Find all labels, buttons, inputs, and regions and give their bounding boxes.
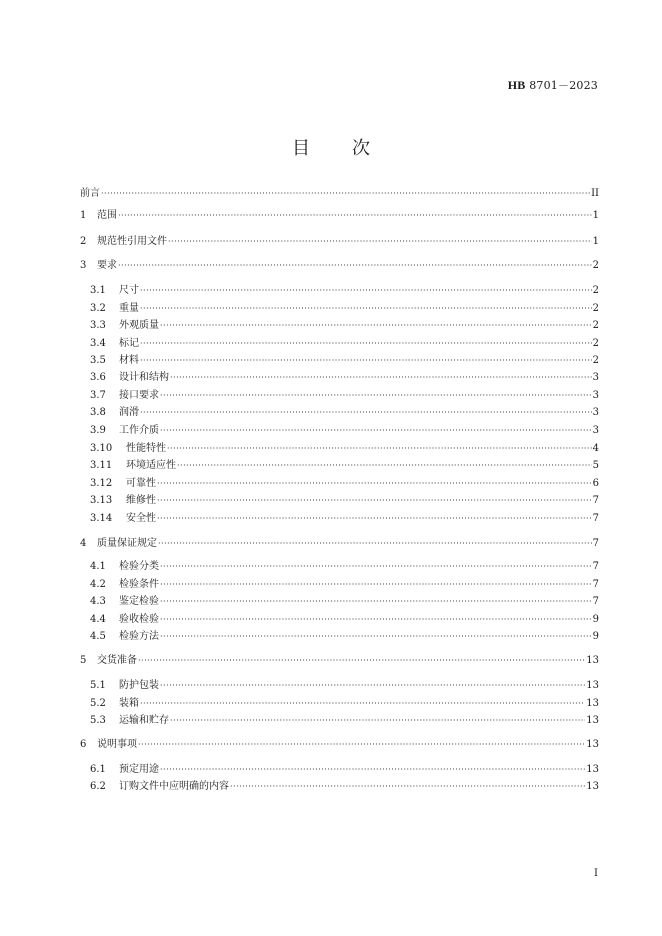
- toc-entry-page: II: [591, 188, 599, 199]
- toc-entry-number: 5.3: [90, 715, 106, 726]
- toc-leader-dots: [140, 354, 592, 368]
- toc-entry-number: 3.14: [90, 513, 113, 524]
- toc-entry-page: 9: [592, 631, 599, 642]
- toc-entry[interactable]: [90, 560, 599, 574]
- toc-entry-number: 4.4: [90, 614, 106, 625]
- toc-entry-title: 规范性引用文件: [97, 236, 167, 247]
- toc-entry-title: 要求: [97, 260, 117, 271]
- toc-entry-number: 3.10: [90, 443, 113, 454]
- toc-entry-number: 3.12: [90, 478, 113, 489]
- toc-entry-number: 4: [80, 538, 87, 549]
- standard-code: HB: [507, 78, 526, 92]
- toc-leader-dots: [157, 477, 592, 491]
- toc-entry[interactable]: [80, 187, 599, 201]
- toc-entry-page: 2: [592, 260, 599, 271]
- toc-entry[interactable]: [90, 302, 599, 316]
- toc-entry-title: 材料: [119, 355, 139, 366]
- toc-entry-number: 2: [80, 236, 87, 247]
- toc-entry[interactable]: [90, 780, 599, 794]
- toc-leader-dots: [140, 406, 592, 420]
- toc-entry-title: 装箱: [119, 698, 139, 709]
- toc-entry[interactable]: [90, 578, 599, 592]
- toc-entry[interactable]: [90, 613, 599, 627]
- toc-entry-number: 3.6: [90, 372, 106, 383]
- toc-entry-page: 3: [592, 425, 599, 436]
- toc-entry-title: 检验条件: [119, 579, 159, 590]
- toc-entry[interactable]: [90, 477, 599, 491]
- toc-entry-title: 预定用途: [119, 764, 159, 775]
- toc-entry[interactable]: [80, 259, 599, 273]
- toc-entry-page: 7: [592, 538, 599, 549]
- toc-leader-dots: [140, 284, 592, 298]
- toc-entry[interactable]: [90, 697, 599, 711]
- toc-entry-title: 鉴定检验: [119, 596, 159, 607]
- toc-entry-number: 3.9: [90, 425, 106, 436]
- toc-entry-number: 3.2: [90, 303, 106, 314]
- toc-entry[interactable]: [90, 714, 599, 728]
- toc-entry-page: 2: [592, 303, 599, 314]
- toc-entry[interactable]: [90, 371, 599, 385]
- toc-entry-title: 润滑: [119, 407, 139, 418]
- toc-entry-title: 前言: [80, 188, 100, 199]
- toc-entry-page: 13: [586, 715, 599, 726]
- toc-entry-page: 1: [592, 236, 599, 247]
- toc-entry-page: 6: [592, 478, 599, 489]
- toc-entry[interactable]: [90, 284, 599, 298]
- toc-entry-number: 5: [80, 655, 87, 666]
- page-title: 目次: [292, 138, 412, 159]
- toc-entry-title: 环境适应性: [126, 460, 176, 471]
- toc-entry-title: 验收检验: [119, 614, 159, 625]
- toc-entry-number: 4.1: [90, 561, 106, 572]
- toc-leader-dots: [230, 780, 585, 794]
- toc-leader-dots: [101, 187, 590, 201]
- toc-entry-title: 工作介质: [119, 425, 159, 436]
- toc-leader-dots: [118, 259, 592, 273]
- toc-entry-title: 检验分类: [119, 561, 159, 572]
- toc-leader-dots: [160, 595, 592, 609]
- toc-entry[interactable]: [90, 354, 599, 368]
- toc-entry-page: 13: [586, 781, 599, 792]
- toc-entry-title: 性能特性: [126, 443, 166, 454]
- toc-leader-dots: [140, 337, 592, 351]
- toc-entry-page: 7: [592, 513, 599, 524]
- toc-entry-title: 重量: [119, 303, 139, 314]
- toc-entry-page: 2: [592, 285, 599, 296]
- toc-entry-title: 运输和贮存: [119, 715, 169, 726]
- toc-entry-title: 范围: [97, 210, 117, 221]
- toc-leader-dots: [138, 654, 585, 668]
- toc-entry-title: 接口要求: [119, 390, 159, 401]
- toc-leader-dots: [160, 424, 592, 438]
- toc-entry-number: 3.13: [90, 495, 113, 506]
- toc-entry-number: 3.8: [90, 407, 106, 418]
- toc-leader-dots: [167, 442, 592, 456]
- toc-entry[interactable]: [80, 537, 599, 551]
- toc-leader-dots: [160, 763, 585, 777]
- page-number: I: [594, 868, 598, 879]
- toc-entry-page: 7: [592, 495, 599, 506]
- toc-entry-title: 说明事项: [97, 739, 137, 750]
- toc-entry[interactable]: [90, 512, 599, 526]
- toc-entry-page: 3: [592, 407, 599, 418]
- toc-entry[interactable]: [90, 763, 599, 777]
- toc-leader-dots: [140, 697, 585, 711]
- toc-leader-dots: [160, 578, 592, 592]
- toc-leader-dots: [160, 319, 592, 333]
- toc-leader-dots: [160, 389, 592, 403]
- toc-entry-page: 2: [592, 320, 599, 331]
- toc-entry-number: 3.5: [90, 355, 106, 366]
- toc-entry[interactable]: [90, 679, 599, 693]
- toc-leader-dots: [160, 679, 585, 693]
- toc-leader-dots: [170, 714, 585, 728]
- toc-entry-number: 3.4: [90, 338, 106, 349]
- toc-leader-dots: [158, 537, 592, 551]
- toc-entry[interactable]: [90, 595, 599, 609]
- toc-entry[interactable]: [90, 442, 599, 456]
- toc-entry-title: 外观质量: [119, 320, 159, 331]
- toc-leader-dots: [170, 371, 592, 385]
- toc-entry-title: 检验方法: [119, 631, 159, 642]
- toc-entry-page: 2: [592, 355, 599, 366]
- toc-entry-page: 13: [586, 764, 599, 775]
- toc-leader-dots: [138, 738, 585, 752]
- toc-entry-number: 5.2: [90, 698, 106, 709]
- toc-entry-page: 3: [592, 372, 599, 383]
- toc-entry[interactable]: [90, 424, 599, 438]
- toc-entry-number: 4.5: [90, 631, 106, 642]
- toc-entry-number: 3: [80, 260, 87, 271]
- toc-entry-page: 9: [592, 614, 599, 625]
- toc-entry-number: 4.2: [90, 579, 106, 590]
- toc-entry-number: 3.1: [90, 285, 106, 296]
- toc-entry-title: 可靠性: [126, 478, 156, 489]
- toc-entry-number: 5.1: [90, 680, 106, 691]
- toc-leader-dots: [160, 560, 592, 574]
- toc-leader-dots: [140, 302, 592, 316]
- toc-entry-title: 质量保证规定: [97, 538, 157, 549]
- toc-entry-page: 1: [592, 210, 599, 221]
- toc-entry-title: 设计和结构: [119, 372, 169, 383]
- toc-entry-number: 6.1: [90, 764, 106, 775]
- toc-entry[interactable]: [90, 459, 599, 473]
- toc-entry[interactable]: [80, 654, 599, 668]
- toc-entry[interactable]: [90, 494, 599, 508]
- toc-entry-title: 交货准备: [97, 655, 137, 666]
- toc-entry-title: 标记: [119, 338, 139, 349]
- toc-leader-dots: [118, 209, 592, 223]
- toc-entry[interactable]: [90, 337, 599, 351]
- toc-entry-page: 4: [592, 443, 599, 454]
- toc-entry[interactable]: [90, 406, 599, 420]
- toc-entry-number: 3.11: [90, 460, 113, 471]
- toc-entry-title: 维修性: [126, 495, 156, 506]
- standard-number-year: 8701－2023: [529, 79, 598, 92]
- toc-entry-title: 订购文件中应明确的内容: [119, 781, 229, 792]
- toc-entry-title: 安全性: [126, 513, 156, 524]
- toc-entry-page: 13: [586, 680, 599, 691]
- toc-entry-page: 3: [592, 390, 599, 401]
- toc-entry[interactable]: [90, 319, 599, 333]
- toc-leader-dots: [160, 613, 592, 627]
- toc-entry[interactable]: [80, 209, 599, 223]
- toc-entry-page: 13: [586, 655, 599, 666]
- toc-leader-dots: [157, 512, 592, 526]
- toc-entry-number: 3.7: [90, 390, 106, 401]
- toc-entry[interactable]: [80, 738, 599, 752]
- toc-entry-number: 3.3: [90, 320, 106, 331]
- toc-entry[interactable]: [80, 235, 599, 249]
- toc-entry-number: 4.3: [90, 596, 106, 607]
- toc-leader-dots: [177, 459, 592, 473]
- toc-entry-title: 防护包装: [119, 680, 159, 691]
- toc-leader-dots: [168, 235, 592, 249]
- toc-entry[interactable]: [90, 389, 599, 403]
- toc-entry-number: 6.2: [90, 781, 106, 792]
- toc-entry-page: 7: [592, 579, 599, 590]
- toc-entry-page: 2: [592, 338, 599, 349]
- toc-entry-number: 6: [80, 739, 87, 750]
- toc-entry-page: 13: [586, 698, 599, 709]
- toc-entry-page: 13: [586, 739, 599, 750]
- toc-entry[interactable]: [90, 630, 599, 644]
- toc-entry-number: 1: [80, 210, 87, 221]
- toc-leader-dots: [157, 494, 592, 508]
- toc-entry-page: 5: [592, 460, 599, 471]
- toc-leader-dots: [160, 630, 592, 644]
- toc-entry-page: 7: [592, 596, 599, 607]
- toc-entry-page: 7: [592, 561, 599, 572]
- toc-entry-title: 尺寸: [119, 285, 139, 296]
